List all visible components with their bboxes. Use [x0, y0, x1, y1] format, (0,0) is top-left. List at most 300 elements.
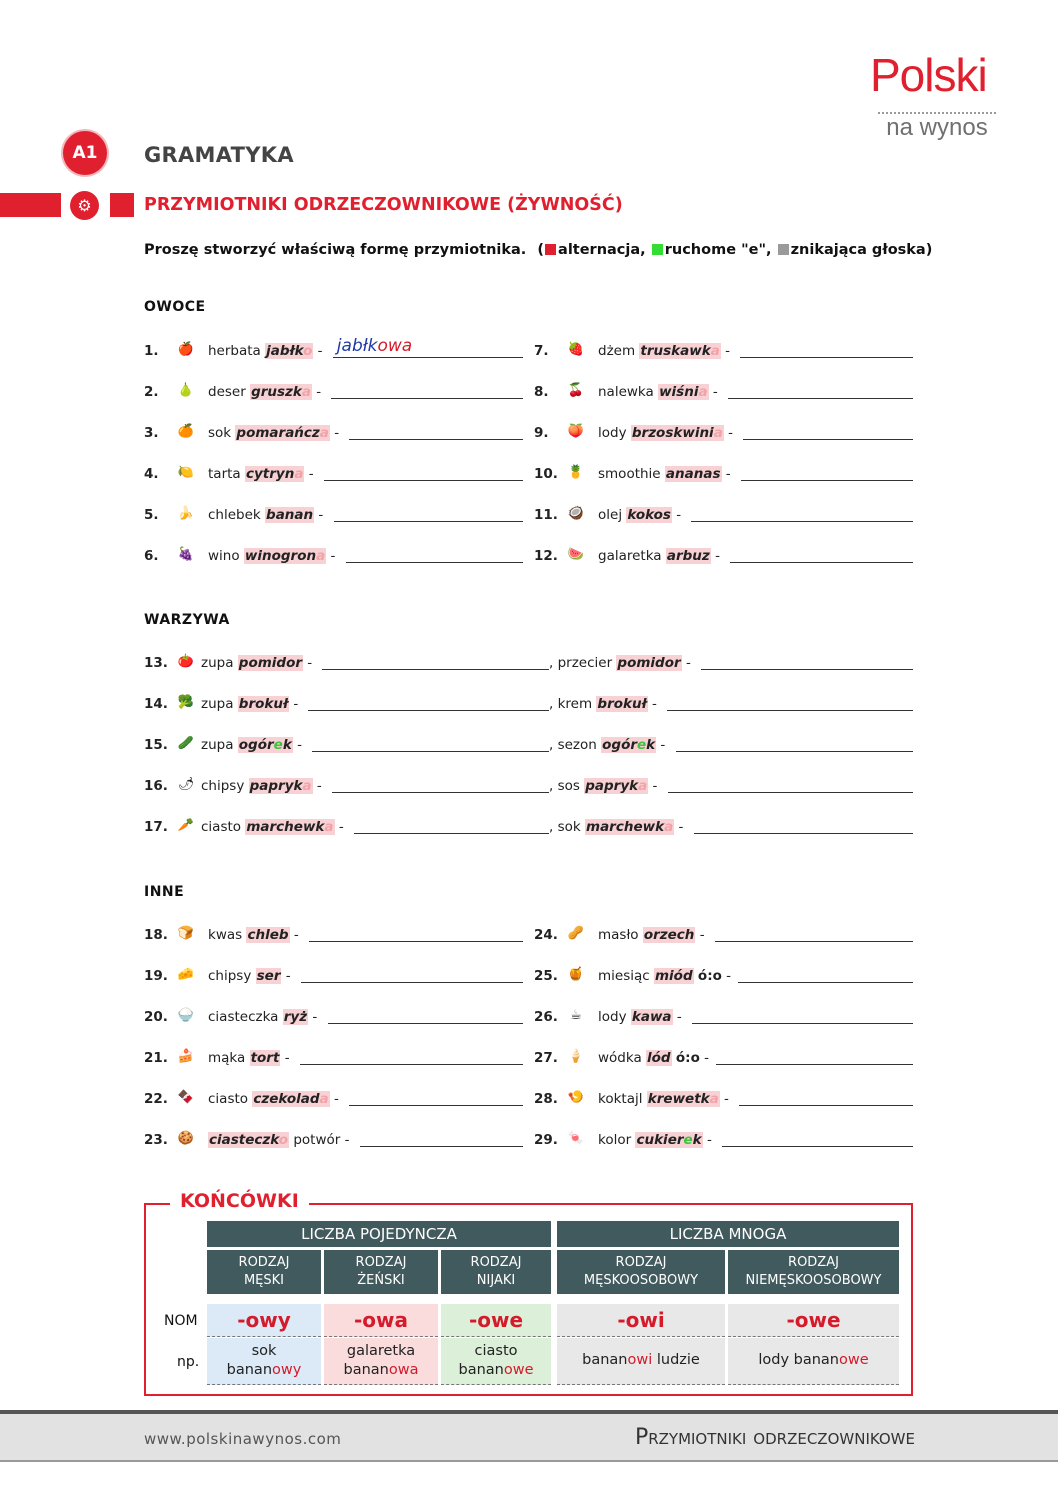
item-phrase-2: , krem — [549, 696, 593, 712]
section-owoce: OWOCE — [144, 299, 206, 315]
gender-line-1: RODZAJ — [238, 1255, 290, 1270]
answer-line[interactable] — [308, 710, 549, 711]
item-phrase-word: zupa — [201, 655, 234, 671]
noun-stem: marchewk — [246, 819, 325, 835]
gender-line-1: RODZAJ — [615, 1255, 667, 1270]
footer-url[interactable]: www.polskinawynos.com — [144, 1430, 342, 1448]
noun-highlight — [666, 548, 711, 564]
gender-line-2: NIJAKI — [476, 1273, 516, 1288]
noun-stem: pomidor — [238, 655, 303, 671]
exercise-item — [144, 546, 523, 568]
footer-border-bottom — [0, 1460, 1058, 1462]
example-ending: owe — [839, 1352, 869, 1368]
noun-stem: marchewk — [586, 819, 665, 835]
exercise-item — [144, 966, 523, 988]
shrimp-icon: 🍤 — [567, 1090, 585, 1105]
noun-stem: ciasteczk — [209, 1132, 279, 1148]
nom-ending: -owi — [557, 1304, 725, 1337]
exercise-item — [144, 925, 523, 947]
answer-line[interactable] — [739, 1105, 913, 1106]
gender-line-1: RODZAJ — [355, 1255, 407, 1270]
item-phrase-word: zupa — [201, 696, 234, 712]
level-badge: A1 — [63, 131, 107, 175]
noun-highlight — [584, 778, 648, 794]
exercise-item — [534, 546, 913, 568]
nom-ending: -owe — [728, 1304, 899, 1337]
gender-line-2: MĘSKI — [243, 1273, 285, 1288]
logo-polski: Polski — [870, 49, 987, 101]
cheese-icon: 🧀 — [177, 967, 195, 982]
item-phrase-word: dżem — [598, 343, 636, 359]
item-phrase-second: , sos papryka - — [549, 778, 658, 794]
noun-stem: truskawk — [640, 343, 711, 359]
noun-stem: papryk — [249, 778, 303, 794]
noun-highlight — [250, 1050, 281, 1066]
answer-line[interactable] — [730, 562, 913, 563]
example-ending: owa — [388, 1362, 419, 1378]
exercise-item — [534, 1089, 913, 1111]
noun-highlight — [635, 1132, 702, 1148]
item-phrase-word: masło — [598, 927, 639, 943]
item-phrase: lody brzoskwinia - — [598, 425, 733, 441]
answer-line[interactable] — [354, 833, 549, 834]
noun-stem: wiśni — [659, 384, 699, 400]
exercise-item — [144, 1130, 523, 1152]
noun-highlight — [265, 507, 314, 523]
noun-ending: a — [319, 425, 329, 441]
noun-ending: a — [713, 425, 723, 441]
answer-line[interactable] — [349, 1105, 523, 1106]
answer-line[interactable] — [741, 480, 913, 481]
noun-tail: k — [646, 737, 656, 753]
exercise-item — [534, 505, 913, 527]
item-phrase-2: , sos — [549, 778, 580, 794]
noun-stem: papryk — [585, 778, 639, 794]
answer-line[interactable] — [667, 710, 913, 711]
answer-line[interactable] — [716, 1064, 913, 1065]
item-phrase-word: mąka — [208, 1050, 246, 1066]
noun-ending: a — [302, 778, 312, 794]
lemon-icon: 🍋 — [177, 465, 195, 480]
item-number: 16. — [144, 778, 168, 794]
item-phrase: smoothie ananas - — [598, 466, 731, 482]
item-phrase: tarta cytryna - — [208, 466, 314, 482]
noun-ending: a — [294, 466, 304, 482]
answer-line[interactable] — [349, 439, 523, 440]
logo-na-wynos: na wynos — [886, 114, 988, 141]
exercise-item — [144, 336, 523, 363]
item-phrase-word: chipsy — [201, 778, 245, 794]
example-adjective — [324, 1361, 438, 1380]
example-noun: ciasto — [474, 1343, 518, 1359]
exercise-item — [144, 423, 523, 445]
exercise-item — [144, 735, 913, 757]
item-phrase: ciasteczko potwór - — [209, 1132, 350, 1148]
item-phrase: kolor cukierek - — [598, 1132, 712, 1148]
item-number: 22. — [144, 1091, 168, 1107]
exercise-item — [534, 925, 913, 947]
item-phrase-word: ciasto — [201, 819, 242, 835]
item-number: 26. — [534, 1009, 558, 1025]
item-phrase: ciasteczka ryż - — [208, 1009, 318, 1025]
cake-icon: 🍰 — [177, 1049, 195, 1064]
noun-highlight — [256, 968, 282, 984]
category-title: GRAMATYKA — [144, 143, 294, 167]
bread-icon: 🍞 — [177, 926, 195, 941]
noun-stem: brokuł — [597, 696, 647, 712]
item-phrase-2: , sok — [549, 819, 581, 835]
item-phrase: dżem truskawka - — [598, 343, 731, 359]
noun-highlight — [596, 696, 647, 712]
item-phrase-word: wódka — [598, 1050, 642, 1066]
noun-highlight — [616, 655, 681, 671]
example-cell — [324, 1338, 438, 1385]
noun-highlight — [235, 425, 329, 441]
item-number: 23. — [144, 1132, 168, 1148]
exercise-item — [144, 817, 913, 839]
legend-red-square — [545, 244, 556, 255]
item-phrase-second: , przecier pomidor - — [549, 655, 691, 671]
item-phrase-after: potwór — [293, 1132, 341, 1148]
gender-header — [207, 1250, 321, 1294]
row-label-nom: NOM — [164, 1313, 198, 1329]
item-number: 20. — [144, 1009, 168, 1025]
item-phrase: galaretka arbuz - — [598, 548, 720, 564]
item-phrase-word: wino — [208, 548, 240, 564]
item-phrase-word: ciasto — [208, 1091, 249, 1107]
exercise-item — [534, 1048, 913, 1070]
item-phrase: sok pomarańcza - — [208, 425, 340, 441]
item-phrase-2: , przecier — [549, 655, 613, 671]
noun-highlight — [245, 819, 334, 835]
item-number: 3. — [144, 425, 159, 441]
instruction-text: Proszę stworzyć właściwą formę przymiotnika. — [144, 242, 527, 258]
noun-highlight — [244, 548, 326, 564]
noun-stem: chleb — [247, 927, 289, 943]
answer-line[interactable] — [312, 751, 549, 752]
item-phrase-word: kwas — [208, 927, 243, 943]
exercise-item — [534, 966, 913, 988]
example-stem: banan — [582, 1352, 628, 1368]
noun-highlight — [585, 819, 674, 835]
noun-ending: a — [316, 548, 326, 564]
answer-line[interactable] — [322, 669, 549, 670]
noun-highlight — [654, 968, 694, 984]
item-number: 12. — [534, 548, 558, 564]
item-phrase-word: olej — [598, 507, 623, 523]
peanut-icon: 🥜 — [567, 926, 585, 941]
noun-ending: a — [324, 819, 334, 835]
nom-ending: -owe — [441, 1304, 551, 1337]
item-phrase: masło orzech - — [598, 927, 705, 943]
item-phrase-second: , sezon ogórek - — [549, 737, 666, 753]
nom-ending: -owy — [207, 1304, 321, 1337]
item-phrase-2: , sezon — [549, 737, 597, 753]
item-phrase: koktajl krewetka - — [598, 1091, 729, 1107]
item-phrase-word: deser — [208, 384, 246, 400]
item-number: 7. — [534, 343, 549, 359]
item-number: 6. — [144, 548, 159, 564]
example-ending: owi — [627, 1352, 653, 1368]
answer-line[interactable] — [346, 562, 523, 563]
example-adjective — [207, 1361, 321, 1380]
answer-line[interactable] — [668, 792, 913, 793]
noun-highlight — [665, 466, 722, 482]
noun-highlight — [643, 927, 696, 943]
exercise-item — [144, 694, 913, 716]
legend-green-square — [652, 244, 663, 255]
grapes-icon: 🍇 — [177, 547, 195, 562]
noun-ending: a — [664, 819, 674, 835]
pepper-icon: 🌶 — [177, 777, 195, 792]
noun-highlight — [250, 384, 312, 400]
noun-tail: k — [692, 1132, 702, 1148]
item-phrase: miesiąc miód ó:o - — [598, 968, 732, 984]
example-noun: sok — [251, 1343, 277, 1359]
example-adjective — [728, 1351, 899, 1370]
example-cell — [557, 1338, 725, 1385]
chocolate-icon: 🍫 — [177, 1090, 195, 1105]
answer-line[interactable] — [691, 521, 913, 522]
candy-icon: 🍬 — [567, 1131, 585, 1146]
cookie-icon: 🍪 — [177, 1131, 195, 1146]
noun-highlight — [639, 343, 720, 359]
answer-line[interactable] — [738, 982, 913, 983]
item-phrase: lody kawa - — [598, 1009, 682, 1025]
legend-alternation: alternacja, — [558, 242, 646, 258]
noun-ending: o — [303, 343, 313, 359]
exercise-item — [144, 464, 523, 486]
handwritten-answer — [337, 336, 412, 356]
item-number: 15. — [144, 737, 168, 753]
item-phrase: mąka tort - — [208, 1050, 290, 1066]
strawberry-icon: 🍓 — [567, 342, 585, 357]
moving-e: e — [273, 737, 283, 753]
legend-vanishing: znikająca głoska) — [790, 242, 933, 258]
answer-line[interactable] — [701, 669, 913, 670]
noun-stem: winogron — [244, 548, 317, 564]
gender-header — [324, 1250, 438, 1294]
answer-line[interactable] — [722, 1146, 913, 1147]
red-strip — [0, 193, 61, 217]
exercise-item — [534, 423, 913, 445]
exercise-item — [534, 464, 913, 486]
noun-stem: ogór — [602, 737, 637, 753]
item-phrase: deser gruszka - — [208, 384, 322, 400]
section-warzywa: WARZYWA — [144, 612, 230, 628]
example-cell — [207, 1338, 321, 1385]
item-phrase: wino winogrona - — [208, 548, 336, 564]
carrot-icon: 🥕 — [177, 818, 195, 833]
legend-open: ( — [537, 242, 545, 258]
answer-line[interactable] — [331, 398, 523, 399]
noun-stem: brzoskwini — [631, 425, 714, 441]
item-phrase: zupa pomidor - — [201, 655, 313, 671]
noun-stem: orzech — [643, 927, 695, 943]
honey-icon: 🍯 — [567, 967, 585, 982]
item-number: 28. — [534, 1091, 558, 1107]
item-phrase-word: sok — [208, 425, 232, 441]
noun-stem: banan — [266, 507, 314, 523]
item-number: 18. — [144, 927, 168, 943]
noun-stem: czekolad — [253, 1091, 320, 1107]
item-number: 17. — [144, 819, 168, 835]
page-title: PRZYMIOTNIKI ODRZECZOWNIKOWE (ŻYWNOŚĆ) — [144, 195, 623, 215]
nom-ending: -owa — [324, 1304, 438, 1337]
noun-stem: lód — [647, 1050, 671, 1066]
header-singular: LICZBA POJEDYNCZA — [207, 1221, 551, 1247]
item-phrase: olej kokos - — [598, 507, 682, 523]
noun-stem: pomarańcz — [236, 425, 320, 441]
item-phrase: wódka lód ó:o - — [598, 1050, 710, 1066]
answer-line[interactable] — [334, 521, 523, 522]
noun-highlight — [647, 1091, 720, 1107]
answer-line[interactable] — [301, 982, 523, 983]
peach-icon: 🍑 — [567, 424, 585, 439]
endings-title: KOŃCÓWKI — [170, 1190, 309, 1212]
item-phrase-word: herbata — [208, 343, 261, 359]
noun-stem: krewetk — [647, 1091, 710, 1107]
noun-highlight — [283, 1009, 308, 1025]
gender-line-2: MĘSKOOSOBOWY — [583, 1273, 699, 1288]
example-cell — [728, 1338, 899, 1385]
noun-ending: a — [319, 1091, 329, 1107]
noun-stem: ryż — [283, 1009, 308, 1025]
item-number: 24. — [534, 927, 558, 943]
answer-line[interactable] — [328, 1023, 523, 1024]
example-ending: owy — [272, 1362, 302, 1378]
item-phrase: ciasto marchewka - — [201, 819, 344, 835]
vowel-note: ó:o — [675, 1050, 700, 1066]
item-phrase-word: chlebek — [208, 507, 261, 523]
answer-line[interactable] — [309, 941, 523, 942]
item-number: 29. — [534, 1132, 558, 1148]
vowel-note: ó:o — [697, 968, 722, 984]
noun-stem: ogór — [238, 737, 274, 753]
answer-line[interactable] — [333, 357, 523, 358]
coffee-icon: ☕ — [570, 1008, 582, 1023]
noun-stem: arbuz — [666, 548, 710, 564]
noun-highlight — [631, 1009, 673, 1025]
noun-highlight — [238, 696, 289, 712]
example-stem: banan — [343, 1362, 389, 1378]
noun-highlight — [252, 1091, 329, 1107]
noun-highlight — [658, 384, 709, 400]
item-number: 14. — [144, 696, 168, 712]
coconut-icon: 🥥 — [567, 506, 585, 521]
answer-line[interactable] — [692, 1023, 913, 1024]
item-number: 27. — [534, 1050, 558, 1066]
item-phrase: zupa brokuł - — [201, 696, 299, 712]
exercise-item — [144, 776, 913, 798]
noun-highlight — [265, 343, 313, 359]
noun-stem: gruszk — [251, 384, 302, 400]
item-phrase-word: galaretka — [598, 548, 662, 564]
item-number: 11. — [534, 507, 558, 523]
noun-highlight — [646, 1050, 672, 1066]
moving-e: e — [683, 1132, 693, 1148]
noun-highlight — [249, 778, 313, 794]
item-number: 10. — [534, 466, 558, 482]
gender-line-2: NIEMĘSKOOSOBOWY — [745, 1273, 882, 1288]
item-phrase-word: lody — [598, 425, 627, 441]
tomato-icon: 🍅 — [177, 654, 195, 669]
rice-icon: 🍚 — [177, 1008, 195, 1023]
item-phrase-word: ciasteczka — [208, 1009, 279, 1025]
noun-ending: a — [710, 343, 720, 359]
noun-stem: brokuł — [238, 696, 289, 712]
answer-line[interactable] — [360, 1146, 523, 1147]
gender-header — [557, 1250, 725, 1294]
noun-stem: miód — [654, 968, 693, 984]
answer-line[interactable] — [300, 1064, 523, 1065]
gender-line-2: ŻEŃSKI — [357, 1273, 405, 1288]
item-number: 2. — [144, 384, 159, 400]
noun-highlight — [208, 1132, 289, 1148]
item-phrase-second: , krem brokuł - — [549, 696, 657, 712]
exercise-item — [144, 382, 523, 404]
item-number: 4. — [144, 466, 159, 482]
item-phrase-word: lody — [598, 1009, 627, 1025]
item-phrase: chipsy ser - — [208, 968, 291, 984]
example-post: ludzie — [652, 1352, 700, 1368]
instruction — [144, 242, 932, 258]
item-phrase-word: nalewka — [598, 384, 654, 400]
answer-line[interactable] — [324, 480, 523, 481]
noun-stem: cytryn — [245, 466, 295, 482]
exercise-item — [534, 1130, 913, 1152]
answer-line[interactable] — [332, 792, 549, 793]
apple-icon: 🍎 — [177, 342, 195, 357]
pear-icon: 🍐 — [177, 383, 195, 398]
answer-line[interactable] — [694, 833, 913, 834]
item-number: 19. — [144, 968, 168, 984]
exercise-item — [144, 653, 913, 675]
exercise-item — [144, 505, 523, 527]
exercise-item — [144, 1089, 523, 1111]
answer-line[interactable] — [715, 941, 913, 942]
item-phrase: chipsy papryka - — [201, 778, 322, 794]
noun-highlight — [238, 655, 303, 671]
item-phrase-word: koktajl — [598, 1091, 643, 1107]
example-stem: banan — [458, 1362, 504, 1378]
item-phrase-word: miesiąc — [598, 968, 650, 984]
ice-cream-icon: 🍦 — [567, 1049, 585, 1064]
example-ending: owe — [503, 1362, 534, 1378]
item-phrase: chlebek banan - — [208, 507, 324, 523]
item-number: 9. — [534, 425, 549, 441]
item-phrase: kwas chleb - — [208, 927, 299, 943]
answer-line[interactable] — [740, 357, 913, 358]
example-adjective — [441, 1361, 551, 1380]
answer-line[interactable] — [743, 439, 913, 440]
section-inne: INNE — [144, 884, 185, 900]
noun-highlight — [246, 927, 289, 943]
item-phrase-word: tarta — [208, 466, 241, 482]
pineapple-icon: 🍍 — [567, 465, 585, 480]
noun-ending: a — [709, 1091, 719, 1107]
answer-line[interactable] — [676, 751, 913, 752]
item-phrase: herbata jabłko - — [208, 343, 323, 359]
legend-moving-e: ruchome "e", — [664, 242, 772, 258]
answer-line[interactable] — [728, 398, 913, 399]
item-phrase-word: kolor — [598, 1132, 632, 1148]
noun-stem: jabłk — [266, 343, 304, 359]
orange-icon: 🍊 — [177, 424, 195, 439]
item-phrase-word: smoothie — [598, 466, 661, 482]
answer-ending: owa — [377, 336, 413, 356]
noun-tail: k — [282, 737, 292, 753]
